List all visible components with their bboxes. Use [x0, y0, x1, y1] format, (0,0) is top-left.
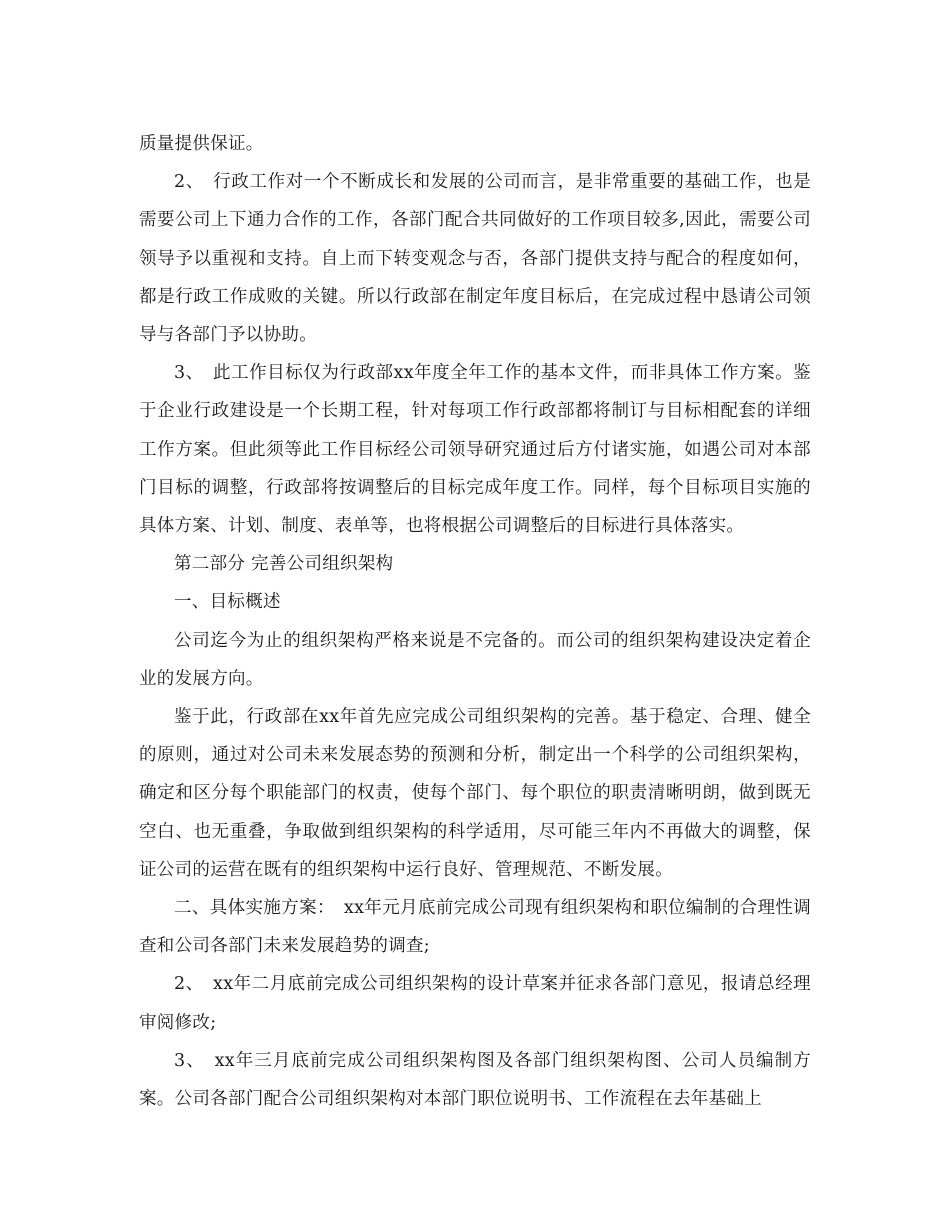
paragraph-plan-step-2: 2、 xx年二月底前完成公司组织架构的设计草案并征求各部门意见，报请总经理审阅修改; — [139, 974, 811, 1033]
paragraph-plan-step-3: 3、 xx年三月底前完成公司组织架构图及各部门组织架构图、公司人员编制方案。公司各部门配合公司组织架构对本部门职位说明书、工作流程在去年基础上 — [139, 1050, 811, 1110]
paragraph-goal-detail: 鉴于此，行政部在xx年首先应完成公司组织架构的完善。基于稳定、合理、健全的原则，通过对公司未来发展态势的预测和分析，制定出一个科学的公司组织架构，确定和区分每个职能部门的权责，使每个部门、每个职位的职责清晰明朗，做到既无空白、也无重叠，争取做到组织架构的科学适用，尽可能三年内不再做大的调整，保证公司的运营在既有的组织架构中运行良好、管理规范、不断发展。 — [139, 707, 811, 880]
subheading-implementation-plan: 二、具体实施方案： xx年元月底前完成公司现有组织架构和职位编制的合理性调查和公司各部门未来发展趋势的调查; — [139, 898, 811, 957]
subheading-goal-overview: 一、目标概述 — [174, 592, 281, 613]
document-body — [139, 125, 811, 1118]
paragraph-item-3: 3、 此工作目标仅为行政部xx年度全年工作的基本文件，而非具体工作方案。鉴于企业行政建设是一个长期工程，针对每项工作行政部都将制订与目标相配套的详细工作方案。但此须等此工作目标经公司领导研究通过后方付诸实施，如遇公司对本部门目标的调整，行政部将按调整后的目标完成年度工作。同样，每个目标项目实施的具体方案、计划、制度、表单等，也将根据公司调整后的目标进行具体落实。 — [139, 363, 811, 537]
section-heading-part-two: 第二部分 完善公司组织架构 — [174, 554, 394, 575]
paragraph-overview: 公司迄今为止的组织架构严格来说是不完备的。而公司的组织架构建设决定着企业的发展方向。 — [139, 630, 811, 689]
paragraph-item-2: 2、 行政工作对一个不断成长和发展的公司而言，是非常重要的基础工作，也是需要公司上下通力合作的工作，各部门配合共同做好的工作项目较多,因此，需要公司领导予以重视和支持。自上而下转变观念与否，各部门提供支持与配合的程度如何，都是行政工作成败的关键。所以行政部在制定年度目标后，在完成过程中恳请公司领导与各部门予以协助。 — [139, 172, 811, 346]
paragraph-continuation: 质量提供保证。 — [139, 134, 264, 154]
